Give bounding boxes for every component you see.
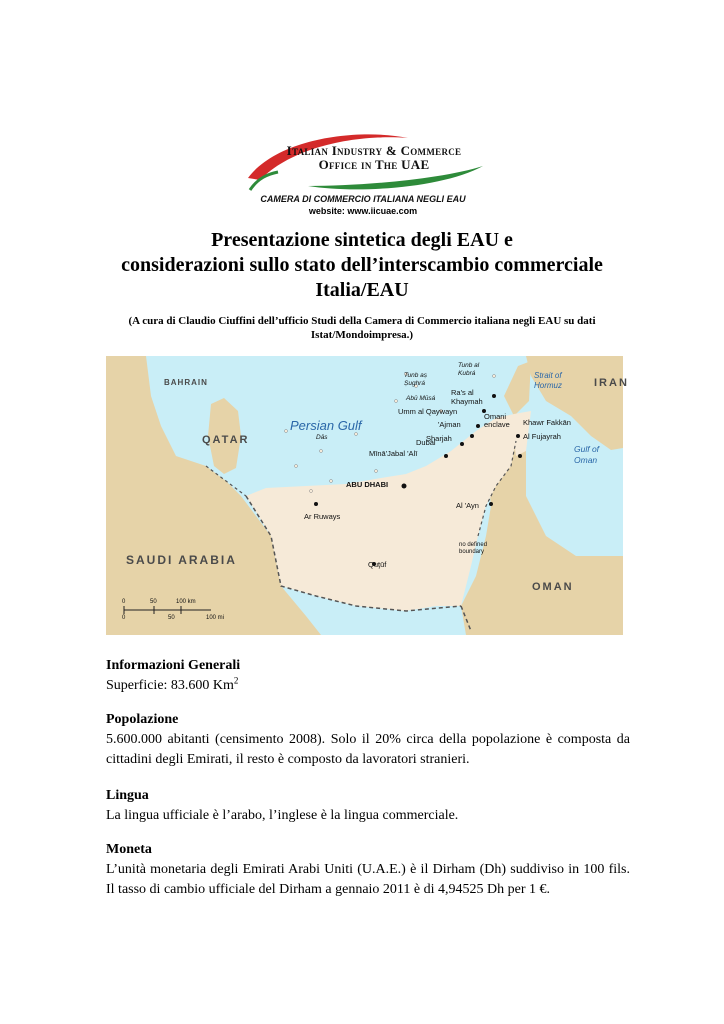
label-qutuf: Quţūf: [368, 560, 387, 569]
label-umm-al-qaywayn: Umm al Qaywayn: [398, 407, 458, 416]
scale-mi-50: 50: [168, 615, 175, 621]
label-ajman: 'Ajman: [438, 420, 461, 429]
uae-map: [106, 356, 629, 635]
section-heading: Moneta: [106, 842, 152, 857]
label-ras-al-khaymah: Ra's al Khaymah: [451, 388, 483, 406]
logo-line-2: Office in The UAE: [318, 157, 430, 172]
title-line-3: Italia/EAU: [315, 279, 409, 301]
label-bahrain: BAHRAIN: [164, 378, 208, 387]
scale-mi-100: 100 mi: [206, 615, 225, 621]
label-persian-gulf: Persian Gulf: [290, 418, 362, 433]
chamber-logo: [238, 128, 488, 218]
website-text: website: www.iicuae.com: [308, 206, 418, 216]
label-omani-enclave: Omani enclave: [484, 412, 510, 429]
document-subtitle: (A cura di Claudio Ciuffini dell’ufficio Studi della Camera di Commercio italiana negli EAU su dati Istat/Mondoimpresa.): [128, 315, 596, 341]
label-ar-ruways: Ar Ruways: [304, 512, 341, 521]
section-heading: Informazioni Generali: [106, 658, 241, 673]
section-text: L’unità monetaria degli Emirati Arabi Uniti (U.A.E.) è il Dirham (Dh) suddiviso in 100 fils. Il tasso di cambio ufficiale del Dirham a gennaio 2011 è di 4,94525 Dh per 1 €.: [106, 862, 630, 897]
section-population: [106, 710, 630, 770]
label-oman: OMAN: [532, 581, 574, 593]
label-al-fujayrah: Al Fujayrah: [523, 432, 561, 441]
label-gulf-of-oman: Gulf of Oman: [574, 444, 600, 465]
map-graphic: [106, 356, 623, 635]
section-text: [106, 676, 630, 696]
section-text: 5.600.000 abitanti (censimento 2008). Solo il 20% circa della popolazione è composta da cittadini degli Emirati, il resto è composto da lavoratori stranieri.: [106, 732, 630, 767]
section-language: [106, 786, 630, 826]
document-title: [60, 228, 664, 303]
scale-mi-0: 0: [122, 615, 126, 621]
label-abu-dhabi: ABU DHABI: [346, 480, 389, 489]
title-line-2: considerazioni sullo stato dell’interscambio commerciale: [121, 254, 603, 276]
label-iran: IRAN: [594, 377, 629, 389]
label-tunb-kubra: Tunb al Kubrá: [458, 362, 480, 377]
logo-line-1: Italian Industry & Commerce: [286, 143, 462, 158]
section-text: La lingua ufficiale è l’arabo, l’inglese è la lingua commerciale.: [106, 808, 459, 823]
scale-km-0: 0: [122, 599, 126, 605]
section-general-info: [106, 656, 630, 696]
label-sharjah: Sharjah: [426, 434, 452, 443]
title-line-1: Presentazione sintetica degli EAU e: [211, 229, 513, 251]
label-al-ayn: Al 'Ayn: [456, 501, 479, 510]
surface-text: Superficie: 83.600 Km: [106, 678, 234, 693]
label-saudi-arabia: SAUDI ARABIA: [126, 553, 237, 567]
section-heading: Lingua: [106, 788, 149, 803]
label-no-defined-boundary: no defined boundary: [459, 542, 488, 555]
label-das: Dās: [316, 434, 328, 441]
section-heading: Popolazione: [106, 712, 179, 727]
label-tunb-sughra: Tunb aṣ Ṣughrá: [404, 372, 428, 387]
surface-superscript: 2: [233, 675, 239, 686]
section-currency: [106, 840, 630, 900]
label-strait-of-hormuz: Strait of Hormuz: [534, 371, 563, 390]
label-qatar: QATAR: [202, 434, 250, 446]
label-khawr-fakkan: Khawr Fakkān: [523, 418, 571, 427]
label-dubai: Dubai: [416, 438, 436, 447]
scale-km-100: 100 km: [176, 599, 196, 605]
label-abu-musa: Abū Mūsá: [406, 395, 436, 402]
logo-chamber-name: CAMERA DI COMMERCIO ITALIANA NEGLI EAU: [260, 194, 466, 204]
scale-km-50: 50: [150, 599, 157, 605]
label-mina-jabal-ali: Mīnā'Jabal 'Alī: [369, 449, 418, 458]
